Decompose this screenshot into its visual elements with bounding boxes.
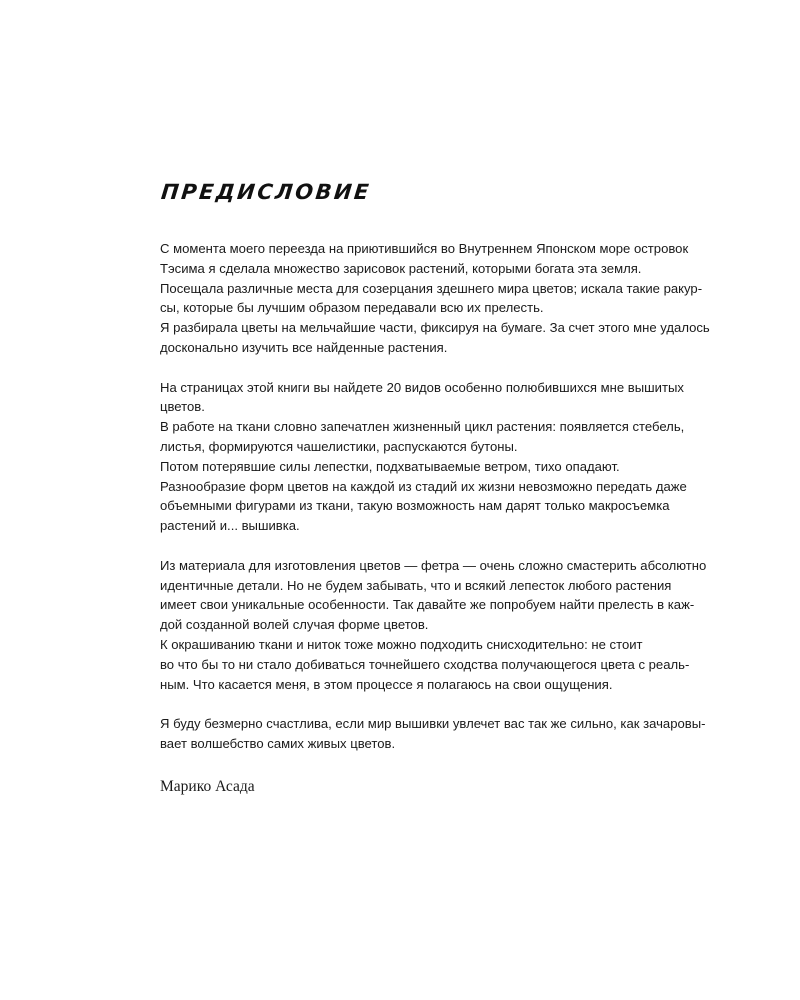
text-line: досконально изучить все найденные растения.: [160, 339, 448, 355]
text-line: идентичные детали. Но не будем забывать, что и всякий лепесток любого растения: [160, 577, 672, 593]
text-line: растений и... вышивка.: [160, 518, 300, 534]
text-line: дой созданной волей случая форме цветов.: [160, 617, 429, 633]
text-line: Я буду безмерно счастлива, если мир вышивки увлечет вас так же сильно, как зачаровы-: [160, 716, 706, 732]
text-line: цветов.: [160, 399, 205, 415]
text-line: Тэсима я сделала множество зарисовок растений, которыми богата эта земля.: [160, 260, 642, 276]
text-line: ным. Что касается меня, в этом процессе я полагаюсь на свои ощущения.: [160, 676, 613, 692]
text-line: во что бы то ни стало добиваться точнейшего сходства получающегося цвета с реаль-: [160, 656, 690, 672]
preface-body: [160, 239, 720, 774]
text-line: Разнообразие форм цветов на каждой из стадий их жизни невозможно передать даже: [160, 478, 687, 494]
text-line: объемными фигурами из ткани, такую возможность нам дарят только макросъемка: [160, 498, 670, 514]
paragraph-1: [160, 239, 720, 358]
text-line: Потом потерявшие силы лепестки, подхватываемые ветром, тихо опадают.: [160, 458, 620, 474]
text-line: сы, которые бы лучшим образом передавали всю их прелесть.: [160, 300, 544, 316]
paragraph-3: [160, 556, 720, 695]
text-line: К окрашиванию ткани и ниток тоже можно подходить снисходительно: не стоит: [160, 636, 643, 652]
text-line: На страницах этой книги вы найдете 20 видов особенно полюбившихся мне вышитых: [160, 379, 684, 395]
text-line: Я разбирала цветы на мельчайшие части, фиксируя на бумаге. За счет этого мне удалось: [160, 320, 710, 336]
author-signature: Марико Асада: [160, 778, 255, 795]
text-line: С момента моего переезда на приютившийся во Внутреннем Японском море островок: [160, 241, 689, 256]
text-line: имеет свои уникальные особенности. Так давайте же попробуем найти прелесть в каж-: [160, 597, 695, 613]
paragraph-4: [160, 714, 720, 754]
paragraph-2: [160, 378, 720, 536]
text-line: листья, формируются чашелистики, распускаются бутоны.: [160, 438, 518, 454]
text-line: В работе на ткани словно запечатлен жизненный цикл растения: появляется стебель,: [160, 419, 685, 435]
text-line: Из материала для изготовления цветов — фетра — очень сложно смастерить абсолютно: [160, 557, 707, 573]
page-title: ПРЕДИСЛОВИЕ: [160, 180, 373, 204]
text-line: Посещала различные места для созерцания здешнего мира цветов; искала такие ракур-: [160, 280, 703, 296]
text-line: вает волшебство самих живых цветов.: [160, 735, 396, 751]
